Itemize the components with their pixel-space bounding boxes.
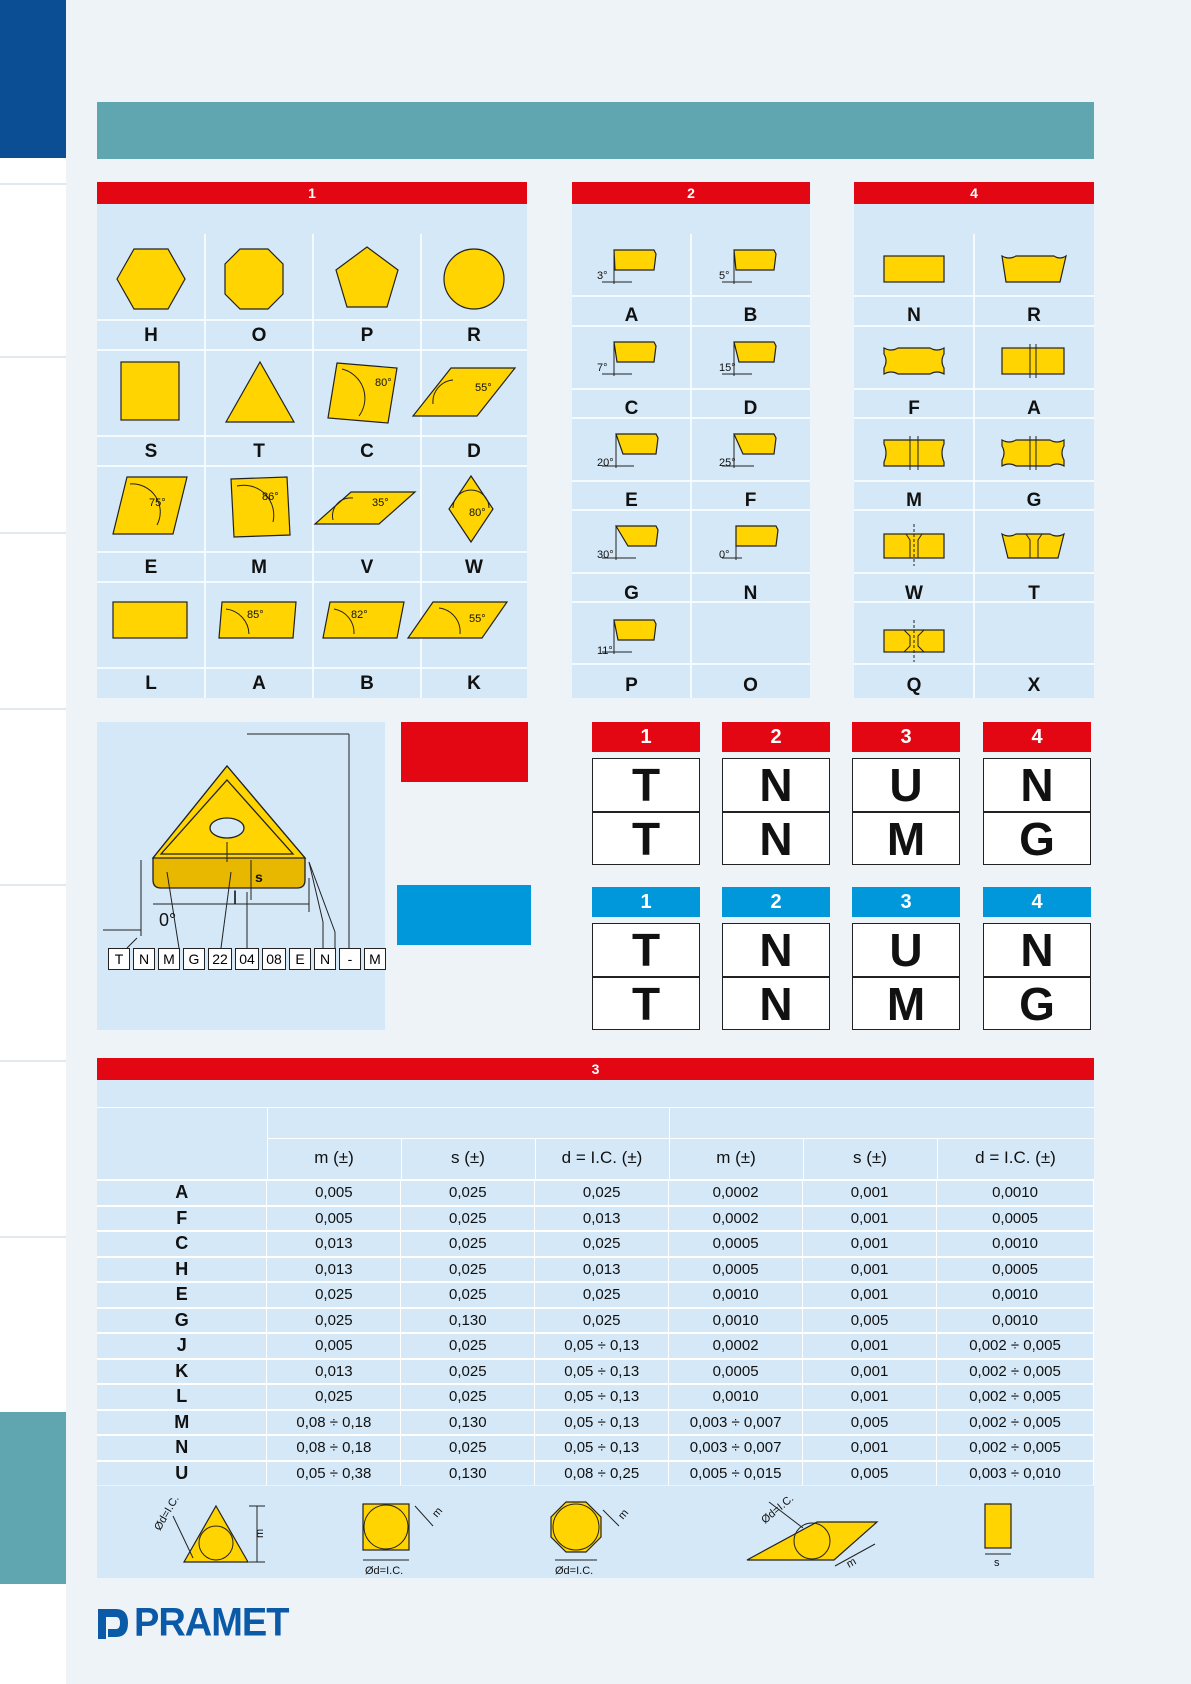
table-cell: 0,0010 xyxy=(669,1384,803,1410)
code-red-col-4 xyxy=(983,758,1091,865)
code-letter: N xyxy=(759,812,793,865)
sidebar-divider xyxy=(0,708,66,710)
clearance-30-icon xyxy=(616,526,658,546)
column-header: m (±) xyxy=(314,1148,354,1167)
shape-label: B xyxy=(360,673,374,694)
code-red-col-1 xyxy=(592,758,700,865)
svg-text:35°: 35° xyxy=(372,497,389,509)
shape-label: H xyxy=(144,325,158,346)
example-code-row xyxy=(108,948,386,970)
table-cell: 0,005 xyxy=(267,1206,401,1232)
svg-text:s: s xyxy=(255,869,263,885)
shape-label: V xyxy=(360,557,374,578)
code-part: 08 xyxy=(262,948,286,970)
code-blue-col-2 xyxy=(722,923,830,1030)
table-cell: 0,025 xyxy=(401,1435,535,1461)
sidebar-divider xyxy=(0,1060,66,1062)
code-part: M xyxy=(364,948,386,970)
table-row xyxy=(97,1384,1094,1410)
code-letter: G xyxy=(1019,977,1055,1030)
table-row xyxy=(97,1359,1094,1385)
clearance-15-icon xyxy=(734,342,776,362)
table-cell: 0,0010 xyxy=(669,1282,803,1308)
row-code: J xyxy=(97,1333,267,1359)
insert-type-label: A xyxy=(1027,398,1041,419)
table-cell: 0,025 xyxy=(401,1206,535,1232)
shape-label: L xyxy=(145,673,157,694)
code-blue-head: 3 xyxy=(852,887,960,917)
clearance-label: C xyxy=(624,398,639,419)
sidebar-divider xyxy=(0,884,66,886)
code-letter: G xyxy=(1019,812,1055,865)
code-blue-col-4 xyxy=(983,923,1091,1030)
shape-label: O xyxy=(251,325,267,346)
table-cell: 0,003 ÷ 0,010 xyxy=(937,1461,1094,1486)
table-cell: 0,08 ÷ 0,25 xyxy=(535,1461,669,1486)
clearance-panel xyxy=(572,204,810,698)
table-cell: 0,05 ÷ 0,13 xyxy=(535,1435,669,1461)
code-part: N xyxy=(314,948,336,970)
table-cell: 0,0002 xyxy=(669,1206,803,1232)
header-band xyxy=(97,102,1094,159)
table-cell: 0,0010 xyxy=(937,1308,1094,1334)
row-code: U xyxy=(97,1461,267,1486)
clearance-label: F xyxy=(744,490,757,511)
table-cell: 0,0010 xyxy=(937,1282,1094,1308)
column-header: s (±) xyxy=(451,1148,485,1167)
table-cell: 0,05 ÷ 0,38 xyxy=(267,1461,401,1486)
row-code: L xyxy=(97,1384,267,1410)
svg-text:30°: 30° xyxy=(597,549,614,561)
shape-label: M xyxy=(251,557,267,578)
clearance-label: A xyxy=(624,305,639,326)
octagon-icon xyxy=(225,249,283,309)
svg-text:75°: 75° xyxy=(149,497,166,509)
blue-legend-block xyxy=(397,885,531,945)
table-cell: 0,025 xyxy=(267,1384,401,1410)
table-cell: 0,05 ÷ 0,13 xyxy=(535,1384,669,1410)
table-cell: 0,0010 xyxy=(669,1308,803,1334)
table-cell: 0,005 xyxy=(803,1410,937,1436)
code-letter: T xyxy=(631,759,661,811)
table-cell: 0,002 ÷ 0,005 xyxy=(937,1435,1094,1461)
table-cell: 0,025 xyxy=(535,1308,669,1334)
code-blue-col-3 xyxy=(852,923,960,1030)
table-cell: 0,025 xyxy=(401,1359,535,1385)
table-cell: 0,0005 xyxy=(669,1359,803,1385)
svg-text:3°: 3° xyxy=(597,270,608,282)
sidebar-bottom-block xyxy=(0,1412,66,1584)
code-red-col-2 xyxy=(722,758,830,865)
section-3-header: 3 xyxy=(97,1058,1094,1080)
svg-text:15°: 15° xyxy=(719,362,736,374)
table-cell: 0,025 xyxy=(401,1180,535,1206)
shape-label: C xyxy=(360,441,374,462)
table-cell: 0,025 xyxy=(401,1282,535,1308)
column-header: m (±) xyxy=(716,1148,756,1167)
table-row xyxy=(97,1410,1094,1436)
clearance-5-icon xyxy=(734,250,776,270)
table-cell: 0,005 ÷ 0,015 xyxy=(669,1461,803,1486)
code-red-head: 3 xyxy=(852,722,960,752)
row-code: H xyxy=(97,1257,267,1283)
code-red-col-3 xyxy=(852,758,960,865)
clearance-11-icon xyxy=(614,620,656,640)
clearance-label: O xyxy=(743,675,758,696)
rhombus-tolerance-icon xyxy=(747,1522,877,1560)
table-cell: 0,002 ÷ 0,005 xyxy=(937,1333,1094,1359)
shape-label: D xyxy=(467,441,481,462)
table-cell: 0,0002 xyxy=(669,1180,803,1206)
table-cell: 0,005 xyxy=(803,1308,937,1334)
table-cell: 0,08 ÷ 0,18 xyxy=(267,1410,401,1436)
table-cell: 0,05 ÷ 0,13 xyxy=(535,1359,669,1385)
tolerance-figures xyxy=(97,1486,1094,1578)
hole-single-chipbreaker-icon xyxy=(884,440,944,466)
table-row xyxy=(97,1206,1094,1232)
svg-text:m: m xyxy=(616,1507,632,1522)
table-cell: 0,001 xyxy=(803,1435,937,1461)
code-letter: U xyxy=(889,759,923,811)
table-cell: 0,001 xyxy=(803,1206,937,1232)
shape-label: P xyxy=(360,325,374,346)
red-legend-block xyxy=(401,722,528,782)
table-row xyxy=(97,1461,1094,1486)
table-cell: 0,001 xyxy=(803,1333,937,1359)
clearance-0-icon xyxy=(736,526,778,546)
triangle-icon xyxy=(226,362,294,422)
svg-text:11°: 11° xyxy=(597,645,613,657)
table-cell: 0,05 ÷ 0,13 xyxy=(535,1333,669,1359)
hole-double-chipbreaker-icon xyxy=(1002,440,1064,466)
table-cell: 0,025 xyxy=(535,1282,669,1308)
square-tolerance-icon xyxy=(363,1504,409,1550)
tolerance-header-panel xyxy=(97,1080,1094,1179)
sidebar-divider xyxy=(0,183,66,185)
insert-type-label: T xyxy=(1028,583,1040,604)
section-4-header: 4 xyxy=(854,182,1094,204)
circle-icon xyxy=(444,249,504,309)
insert-type-label: G xyxy=(1026,490,1042,511)
table-cell: 0,025 xyxy=(535,1180,669,1206)
svg-text:s: s xyxy=(994,1557,1000,1569)
rhombus-55-icon xyxy=(413,368,515,416)
code-letter: T xyxy=(631,812,661,865)
brand-name: PRAMET xyxy=(134,1600,289,1646)
code-red-head: 1 xyxy=(592,722,700,752)
clearance-label: E xyxy=(625,490,638,511)
code-part: - xyxy=(339,948,361,970)
code-letter: T xyxy=(631,924,661,976)
table-cell: 0,130 xyxy=(401,1461,535,1486)
table-cell: 0,0010 xyxy=(937,1231,1094,1257)
clearance-label: B xyxy=(743,305,758,326)
table-cell: 0,025 xyxy=(535,1231,669,1257)
plain-insert-icon xyxy=(884,256,944,282)
row-code: N xyxy=(97,1435,267,1461)
brand-logo xyxy=(96,1602,288,1645)
insert-type-label: X xyxy=(1027,675,1041,696)
shape-label: A xyxy=(252,673,266,694)
clearance-7-icon xyxy=(614,342,656,362)
shape-label: W xyxy=(465,557,483,578)
svg-text:Ød=I.C.: Ød=I.C. xyxy=(365,1565,404,1577)
countersink-chipbreaker-icon xyxy=(1002,534,1064,558)
row-code: A xyxy=(97,1180,267,1206)
code-blue-head: 1 xyxy=(592,887,700,917)
table-cell: 0,001 xyxy=(803,1231,937,1257)
example-panel xyxy=(97,722,385,1030)
code-part: T xyxy=(108,948,130,970)
svg-text:5°: 5° xyxy=(719,270,730,282)
table-cell: 0,08 ÷ 0,18 xyxy=(267,1435,401,1461)
code-letter: N xyxy=(1020,759,1054,811)
svg-text:Ød=I.C.: Ød=I.C. xyxy=(555,1565,594,1577)
code-letter: N xyxy=(759,924,793,976)
pentagon-icon xyxy=(336,247,398,307)
code-letter: T xyxy=(631,977,661,1030)
table-cell: 0,001 xyxy=(803,1282,937,1308)
code-blue-head: 2 xyxy=(722,887,830,917)
code-letter: N xyxy=(759,759,793,811)
column-header: d = I.C. (±) xyxy=(561,1148,643,1167)
code-red-head: 2 xyxy=(722,722,830,752)
svg-text:m: m xyxy=(430,1505,446,1520)
table-row xyxy=(97,1435,1094,1461)
code-part: M xyxy=(158,948,180,970)
insert-type-label: W xyxy=(905,583,923,604)
table-cell: 0,013 xyxy=(535,1206,669,1232)
svg-text:82°: 82° xyxy=(351,609,368,621)
section-2-header: 2 xyxy=(572,182,810,204)
table-row xyxy=(97,1333,1094,1359)
table-cell: 0,130 xyxy=(401,1308,535,1334)
single-chipbreaker-icon xyxy=(1002,256,1066,282)
code-part: G xyxy=(183,948,205,970)
table-cell: 0,005 xyxy=(267,1180,401,1206)
table-row xyxy=(97,1308,1094,1334)
row-code: E xyxy=(97,1282,267,1308)
insert-type-label: R xyxy=(1027,305,1041,326)
clearance-label: P xyxy=(625,675,638,696)
clearance-grid xyxy=(572,204,810,698)
table-cell: 0,025 xyxy=(401,1231,535,1257)
table-row xyxy=(97,1282,1094,1308)
row-code: K xyxy=(97,1359,267,1385)
svg-text:85°: 85° xyxy=(247,609,264,621)
table-cell: 0,025 xyxy=(401,1384,535,1410)
shape-label: T xyxy=(253,441,265,462)
table-cell: 0,002 ÷ 0,005 xyxy=(937,1410,1094,1436)
column-header: s (±) xyxy=(853,1148,887,1167)
rectangle-icon xyxy=(113,602,187,638)
table-cell: 0,003 ÷ 0,007 xyxy=(669,1410,803,1436)
svg-text:Ød=I.C.: Ød=I.C. xyxy=(152,1493,182,1533)
table-cell: 0,025 xyxy=(267,1282,401,1308)
tolerance-figures-panel xyxy=(97,1486,1094,1578)
double-chipbreaker-icon xyxy=(884,348,944,374)
insert-type-label: Q xyxy=(906,675,922,696)
table-cell: 0,0005 xyxy=(669,1257,803,1283)
table-cell: 0,002 ÷ 0,005 xyxy=(937,1384,1094,1410)
insert-type-label: N xyxy=(907,305,921,326)
table-cell: 0,0005 xyxy=(669,1231,803,1257)
column-header: d = I.C. (±) xyxy=(975,1148,1056,1167)
table-cell: 0,013 xyxy=(267,1359,401,1385)
table-cell: 0,130 xyxy=(401,1410,535,1436)
table-cell: 0,025 xyxy=(401,1333,535,1359)
table-cell: 0,005 xyxy=(267,1333,401,1359)
table-cell: 0,0002 xyxy=(669,1333,803,1359)
table-cell: 0,013 xyxy=(267,1231,401,1257)
code-red-head: 4 xyxy=(983,722,1091,752)
code-part: 04 xyxy=(235,948,259,970)
code-letter: N xyxy=(1020,924,1054,976)
sidebar-divider xyxy=(0,356,66,358)
code-blue-col-1 xyxy=(592,923,700,1030)
table-cell: 0,001 xyxy=(803,1359,937,1385)
section-1-header: 1 xyxy=(97,182,527,204)
code-letter: M xyxy=(886,977,926,1030)
table-cell: 0,013 xyxy=(267,1257,401,1283)
svg-text:m: m xyxy=(844,1555,859,1571)
code-blue-head: 4 xyxy=(983,887,1091,917)
sidebar-top-block xyxy=(0,0,66,158)
shape-label: E xyxy=(144,557,158,578)
svg-text:55°: 55° xyxy=(469,613,486,625)
insert-type-label: F xyxy=(908,398,920,419)
clearance-label: D xyxy=(743,398,758,419)
clearance-label: G xyxy=(624,583,639,604)
table-cell: 0,0005 xyxy=(937,1206,1094,1232)
clearance-25-icon xyxy=(734,434,776,454)
table-cell: 0,025 xyxy=(401,1257,535,1283)
shape-label: R xyxy=(467,325,481,346)
table-cell: 0,0005 xyxy=(937,1257,1094,1283)
svg-text:0°: 0° xyxy=(159,910,177,930)
code-letter: M xyxy=(886,812,926,865)
insert-type-grid xyxy=(854,204,1094,698)
table-cell: 0,013 xyxy=(535,1257,669,1283)
table-cell: 0,025 xyxy=(267,1308,401,1334)
code-part: 22 xyxy=(208,948,232,970)
code-letter: N xyxy=(759,977,793,1030)
svg-text:Ød=I.C.: Ød=I.C. xyxy=(759,1492,797,1527)
table-cell: 0,003 ÷ 0,007 xyxy=(669,1435,803,1461)
table-cell: 0,001 xyxy=(803,1180,937,1206)
svg-text:0°: 0° xyxy=(719,549,730,561)
table-cell: 0,005 xyxy=(803,1461,937,1486)
rhombus-35-icon xyxy=(315,492,415,524)
svg-text:55°: 55° xyxy=(475,382,492,394)
tolerance-table xyxy=(97,1179,1094,1485)
table-row xyxy=(97,1231,1094,1257)
table-row xyxy=(97,1257,1094,1283)
clearance-3-icon xyxy=(614,250,656,270)
rhombus-80-icon xyxy=(328,363,397,423)
thickness-tolerance-icon xyxy=(985,1504,1011,1548)
svg-text:80°: 80° xyxy=(375,377,392,389)
pramet-logo-icon xyxy=(96,1607,130,1641)
clearance-label: N xyxy=(743,583,758,604)
table-row xyxy=(97,1180,1094,1206)
insert-type-panel xyxy=(854,204,1094,698)
table-cell: 0,001 xyxy=(803,1257,937,1283)
square-icon xyxy=(121,362,179,420)
table-cell: 0,0010 xyxy=(937,1180,1094,1206)
code-part: E xyxy=(289,948,311,970)
table-cell: 0,05 ÷ 0,13 xyxy=(535,1410,669,1436)
svg-text:80°: 80° xyxy=(469,507,486,519)
table-cell: 0,002 ÷ 0,005 xyxy=(937,1359,1094,1385)
svg-text:l: l xyxy=(233,888,237,908)
insert-type-label: M xyxy=(906,490,922,511)
code-letter: U xyxy=(889,924,923,976)
hexagon-icon xyxy=(117,249,185,309)
svg-text:25°: 25° xyxy=(719,457,736,469)
svg-text:20°: 20° xyxy=(597,457,614,469)
svg-text:7°: 7° xyxy=(597,362,608,374)
rhombus-86-icon xyxy=(231,477,290,537)
row-code: M xyxy=(97,1410,267,1436)
row-code: F xyxy=(97,1206,267,1232)
sidebar-divider xyxy=(0,1236,66,1238)
row-code: C xyxy=(97,1231,267,1257)
hole-insert-icon xyxy=(1002,348,1064,374)
table-cell: 0,001 xyxy=(803,1384,937,1410)
shape-label: K xyxy=(467,673,481,694)
octagon-tolerance-icon xyxy=(551,1502,601,1552)
example-insert-diagram xyxy=(97,722,385,1030)
row-code: G xyxy=(97,1308,267,1334)
svg-text:m: m xyxy=(254,1528,266,1538)
clearance-20-icon xyxy=(616,434,658,454)
code-part: N xyxy=(133,948,155,970)
sidebar-divider xyxy=(0,532,66,534)
shape-label: S xyxy=(144,441,158,462)
svg-text:86°: 86° xyxy=(262,491,279,503)
triangle-tolerance-icon xyxy=(184,1506,248,1562)
